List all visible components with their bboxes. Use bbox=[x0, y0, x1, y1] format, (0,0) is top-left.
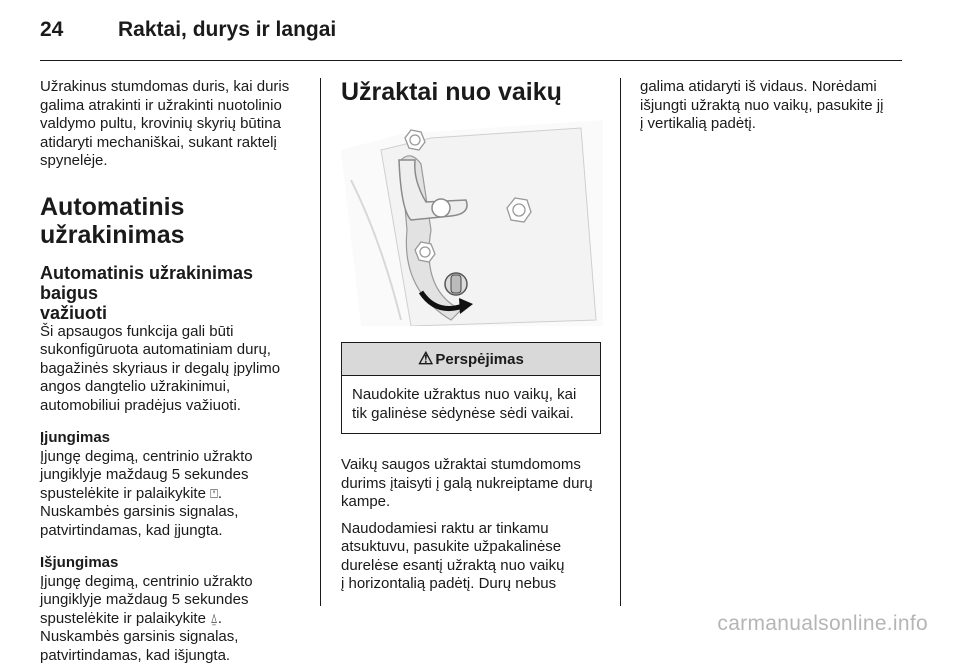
warning-box bbox=[341, 342, 601, 434]
chapter-title: Raktai, durys ir langai bbox=[118, 18, 336, 42]
subsection-text: Ši apsaugos funkcija gali būti sukonfigūruota automatiniam durų, bagažinės skyriaus ir degalų įpylimo angos dangtelio užrakinimui, automobiliui pradėjus važiuoti. bbox=[40, 323, 312, 416]
section-title: Automatinis užrakinimas bbox=[40, 193, 312, 249]
disable-title: Išjungimas bbox=[40, 554, 312, 573]
column-right bbox=[640, 78, 905, 134]
warning-header bbox=[342, 343, 600, 376]
disable-text: Įjungę degimą, centrinio užrakto jungiklyje maždaug 5 sekundes spustelėkite ir palaikykite ⍙. Nuskambės garsinis signalas, patvirtindamas, kad išjungta. bbox=[40, 573, 312, 665]
page-header bbox=[40, 18, 902, 61]
column-divider bbox=[620, 78, 621, 606]
page-number: 24 bbox=[40, 18, 63, 42]
watermark: carmanualsonline.info bbox=[717, 612, 928, 636]
subsection-title: Automatinis užrakinimas baigus važiuoti bbox=[40, 263, 312, 323]
column-middle bbox=[341, 78, 603, 594]
unlock-button-icon: ⍙ bbox=[210, 611, 218, 626]
lock-button-icon: ⍞ bbox=[210, 486, 218, 501]
child-lock-illustration bbox=[341, 120, 603, 326]
warning-title: Perspėjimas bbox=[435, 351, 523, 368]
intro-text: Užrakinus stumdomas duris, kai duris galima atrakinti ir užrakinti nuotolinio valdymo pultu, krovinių skyrių būtina atidaryti mechaniškai, sukant raktelį spynelėje. bbox=[40, 78, 312, 171]
child-lock-para-1: Vaikų saugos užraktai stumdomoms durims įtaisyti į galą nukreiptame durų kampe. bbox=[341, 456, 603, 512]
warning-text: Naudokite užraktus nuo vaikų, kai tik galinėse sėdynėse sėdi vaikai. bbox=[342, 376, 600, 433]
enable-title: Įjungimas bbox=[40, 429, 312, 448]
child-lock-title: Užraktai nuo vaikų bbox=[341, 78, 603, 106]
enable-text: Įjungę degimą, centrinio užrakto jungiklyje maždaug 5 sekundes spustelėkite ir palaikykite ⍞. Nuskambės garsinis signalas, patvirtindamas, kad įjungta. bbox=[40, 448, 312, 541]
column-divider bbox=[320, 78, 321, 606]
warning-icon: ⚠ bbox=[418, 349, 433, 369]
child-lock-continued: galima atidaryti iš vidaus. Norėdami išjungti užraktą nuo vaikų, pasukite jį į vertikalią padėtį. bbox=[640, 78, 905, 134]
child-lock-para-2: Naudodamiesi raktu ar tinkamu atsuktuvu, pasukite užpakalinėse durelėse esantį užraktą nuo vaikų į horizontalią padėtį. Durų nebus bbox=[341, 520, 603, 594]
column-left bbox=[40, 78, 312, 665]
